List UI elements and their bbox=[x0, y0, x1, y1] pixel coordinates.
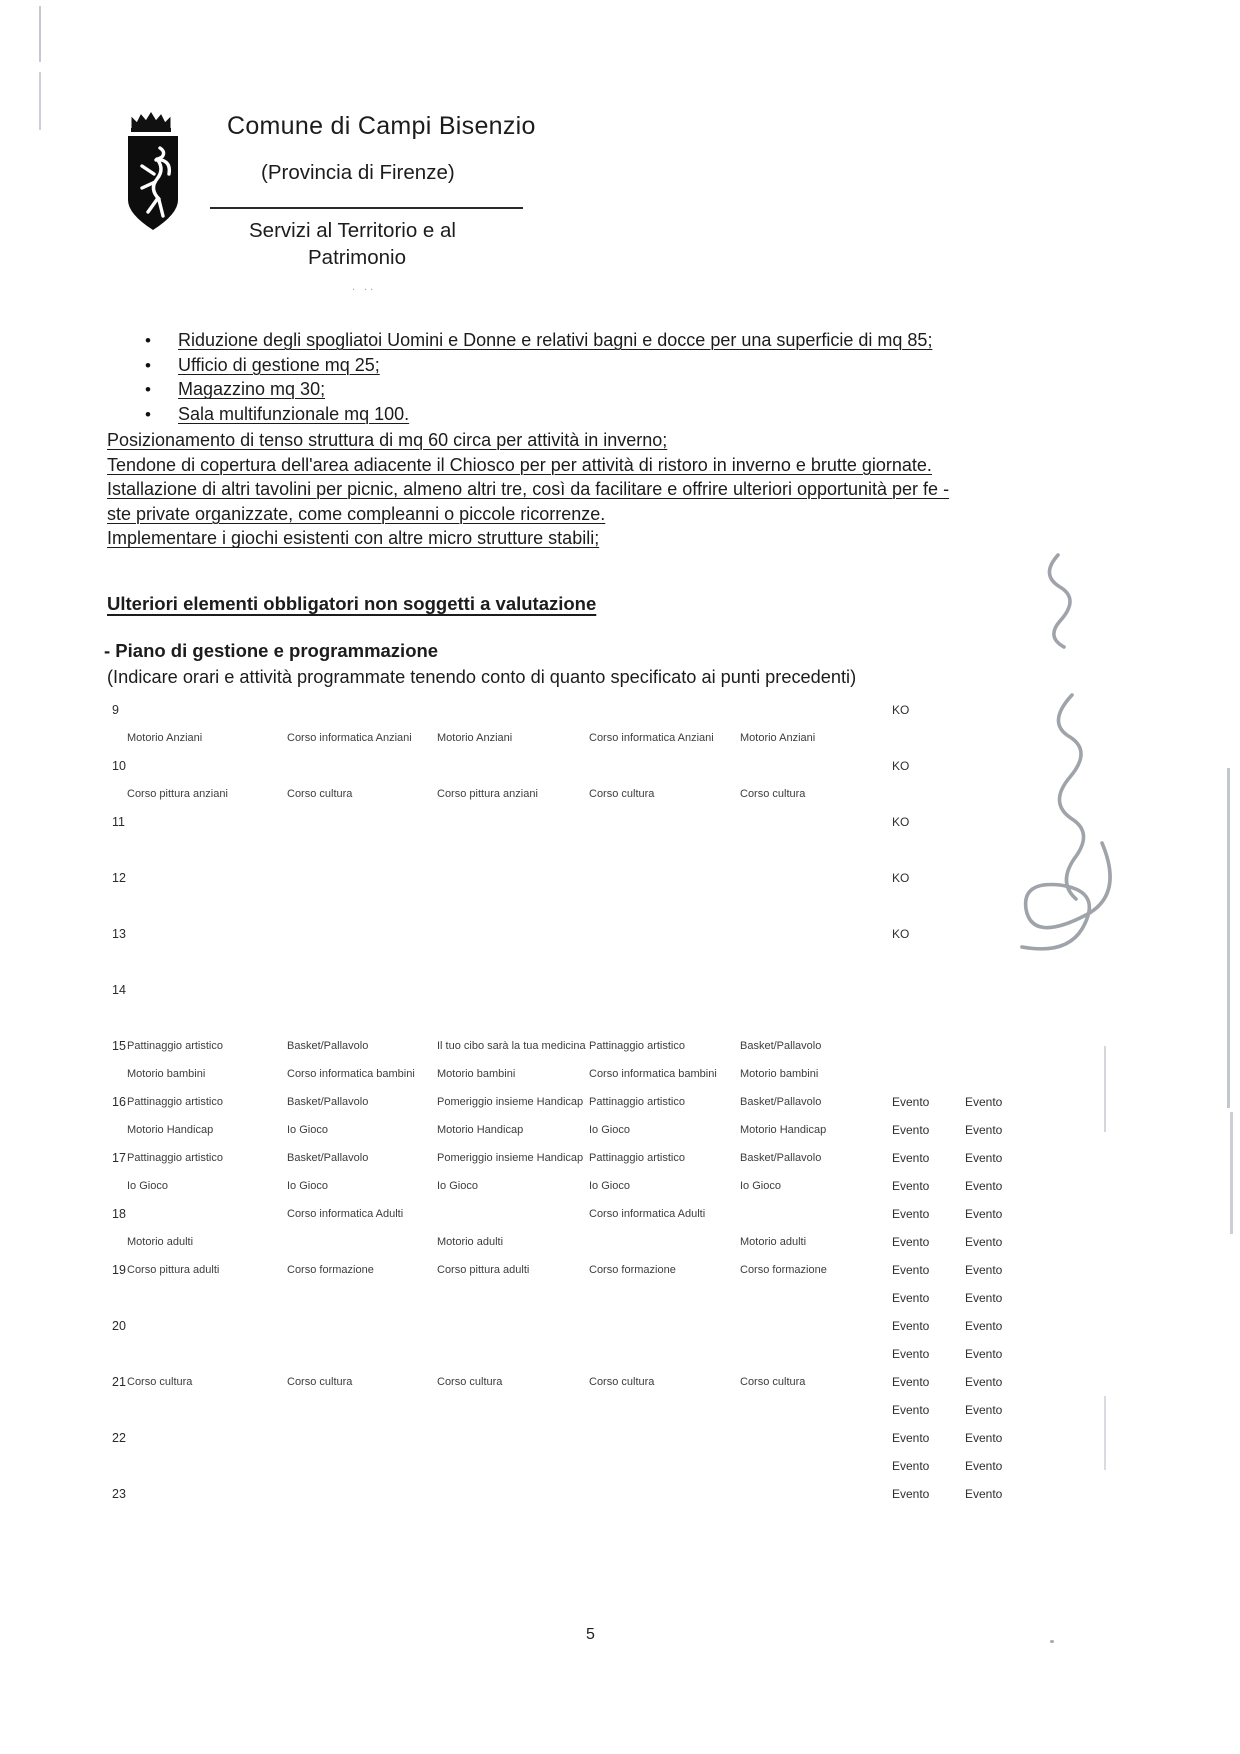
schedule-row bbox=[106, 780, 1066, 808]
activity-cell-5: Corso formazione bbox=[740, 1264, 827, 1276]
handwritten-signature bbox=[988, 545, 1138, 965]
hour-cell: 17 bbox=[112, 1151, 126, 1165]
activity-cell-2: Corso formazione bbox=[287, 1264, 374, 1276]
scan-artifact bbox=[1227, 768, 1230, 1108]
extra-cell-1: KO bbox=[892, 759, 910, 773]
schedule-row bbox=[106, 1312, 1066, 1340]
schedule-row bbox=[106, 1088, 1066, 1116]
activity-cell-1: Corso cultura bbox=[127, 1376, 193, 1388]
schedule-row bbox=[106, 1284, 1066, 1312]
extra-cell-2: Evento bbox=[965, 1263, 1003, 1277]
activity-cell-1: Motorio Handicap bbox=[127, 1124, 214, 1136]
scan-artifact bbox=[1230, 1112, 1233, 1234]
schedule-row bbox=[106, 1396, 1066, 1424]
schedule-row bbox=[106, 1368, 1066, 1396]
hour-cell: 23 bbox=[112, 1487, 126, 1501]
schedule-row bbox=[106, 892, 1066, 920]
schedule-row bbox=[106, 1032, 1066, 1060]
activity-cell-3: Motorio adulti bbox=[437, 1236, 504, 1248]
extra-cell-1: Evento bbox=[892, 1291, 930, 1305]
activity-cell-1: Pattinaggio artistico bbox=[127, 1152, 223, 1164]
schedule-row bbox=[106, 1340, 1066, 1368]
schedule-row bbox=[106, 1172, 1066, 1200]
activity-cell-4: Corso informatica Anziani bbox=[589, 732, 714, 744]
bullet-text: Sala multifunzionale mq 100. bbox=[178, 403, 410, 424]
activity-cell-4: Io Gioco bbox=[589, 1124, 630, 1136]
extra-cell-2: Evento bbox=[965, 1403, 1003, 1417]
schedule-row bbox=[106, 976, 1066, 1004]
schedule-row bbox=[106, 1424, 1066, 1452]
activity-cell-3: Corso pittura adulti bbox=[437, 1264, 530, 1276]
schedule-row bbox=[106, 920, 1066, 948]
page-number: 5 bbox=[586, 1626, 595, 1643]
activity-cell-3: Corso pittura anziani bbox=[437, 788, 538, 800]
hour-cell: 16 bbox=[112, 1095, 126, 1109]
activity-cell-3: Motorio Handicap bbox=[437, 1124, 524, 1136]
extra-cell-1: Evento bbox=[892, 1179, 930, 1193]
schedule-row bbox=[106, 724, 1066, 752]
hour-cell: 9 bbox=[112, 703, 119, 717]
extra-cell-2: Evento bbox=[965, 1235, 1003, 1249]
activity-cell-4: Io Gioco bbox=[589, 1180, 630, 1192]
activity-cell-3: Motorio Anziani bbox=[437, 732, 513, 744]
schedule-row bbox=[106, 1200, 1066, 1228]
scan-artifact bbox=[1104, 1396, 1106, 1470]
bullet-text: Magazzino mq 30; bbox=[178, 379, 326, 400]
extra-cell-2: Evento bbox=[965, 1179, 1003, 1193]
bullet-text: Ufficio di gestione mq 25; bbox=[178, 354, 380, 375]
extra-cell-1: KO bbox=[892, 871, 910, 885]
activity-cell-2: Corso informatica Anziani bbox=[287, 732, 412, 744]
plan-title: - Piano di gestione e programmazione bbox=[104, 640, 439, 661]
schedule-row bbox=[106, 696, 1066, 724]
list-item bbox=[178, 330, 932, 355]
schedule-row bbox=[106, 948, 1066, 976]
schedule-row bbox=[106, 752, 1066, 780]
hour-cell: 13 bbox=[112, 927, 126, 941]
activity-cell-2: Io Gioco bbox=[287, 1180, 328, 1192]
extra-cell-2: Evento bbox=[965, 1319, 1003, 1333]
activity-cell-3: Corso cultura bbox=[437, 1376, 503, 1388]
extra-cell-1: Evento bbox=[892, 1487, 930, 1501]
extra-cell-2: Evento bbox=[965, 1151, 1003, 1165]
activity-cell-1: Io Gioco bbox=[127, 1180, 168, 1192]
activity-cell-2: Corso cultura bbox=[287, 1376, 353, 1388]
activity-cell-2: Corso informatica Adulti bbox=[287, 1208, 404, 1220]
extra-cell-1: KO bbox=[892, 815, 910, 829]
activity-cell-4: Corso cultura bbox=[589, 788, 655, 800]
activity-cell-5: Basket/Pallavolo bbox=[740, 1152, 822, 1164]
extra-cell-1: Evento bbox=[892, 1123, 930, 1137]
activity-cell-2: Basket/Pallavolo bbox=[287, 1040, 369, 1052]
activity-cell-4: Corso informatica bambini bbox=[589, 1068, 717, 1080]
hour-cell: 15 bbox=[112, 1039, 126, 1053]
activity-cell-1: Motorio adulti bbox=[127, 1236, 194, 1248]
activity-cell-4: Pattinaggio artistico bbox=[589, 1096, 685, 1108]
paragraph-line: Tendone di copertura dell'area adiacente il Chiosco per per attività di ristoro in inverno e brutte giornate. bbox=[107, 454, 932, 475]
schedule-row bbox=[106, 1116, 1066, 1144]
schedule-row bbox=[106, 808, 1066, 836]
activity-cell-3: Pomeriggio insieme Handicap bbox=[437, 1096, 584, 1108]
activity-cell-1: Corso pittura adulti bbox=[127, 1264, 220, 1276]
hour-cell: 19 bbox=[112, 1263, 126, 1277]
hour-cell: 21 bbox=[112, 1375, 126, 1389]
hour-cell: 11 bbox=[112, 815, 125, 829]
section-heading: Ulteriori elementi obbligatori non soggetti a valutazione bbox=[107, 593, 597, 614]
extra-cell-1: Evento bbox=[892, 1263, 930, 1277]
activity-cell-5: Motorio Handicap bbox=[740, 1124, 827, 1136]
hour-cell: 18 bbox=[112, 1207, 126, 1221]
extra-cell-1: KO bbox=[892, 703, 910, 717]
extra-cell-2: Evento bbox=[965, 1095, 1003, 1109]
extra-cell-2: Evento bbox=[965, 1123, 1003, 1137]
activity-cell-4: Pattinaggio artistico bbox=[589, 1152, 685, 1164]
activity-cell-5: Motorio Anziani bbox=[740, 732, 816, 744]
schedule-table bbox=[106, 696, 1066, 1508]
schedule-row bbox=[106, 1452, 1066, 1480]
requirements-bullet-list bbox=[178, 330, 932, 428]
activity-cell-1: Motorio Anziani bbox=[127, 732, 203, 744]
extra-cell-1: Evento bbox=[892, 1347, 930, 1361]
activity-cell-3: Pomeriggio insieme Handicap bbox=[437, 1152, 584, 1164]
activity-cell-2: Basket/Pallavolo bbox=[287, 1152, 369, 1164]
extra-cell-1: Evento bbox=[892, 1459, 930, 1473]
schedule-row bbox=[106, 1480, 1066, 1508]
activity-cell-5: Basket/Pallavolo bbox=[740, 1096, 822, 1108]
scan-artifact bbox=[1104, 1046, 1106, 1132]
hour-cell: 10 bbox=[112, 759, 126, 773]
paragraph-line: Posizionamento di tenso struttura di mq 60 circa per attività in inverno; bbox=[107, 430, 668, 450]
extra-cell-1: Evento bbox=[892, 1095, 930, 1109]
paragraph-line: Implementare i giochi esistenti con altre micro strutture stabili; bbox=[107, 528, 600, 549]
extra-cell-1: Evento bbox=[892, 1403, 930, 1417]
activity-cell-3: Il tuo cibo sarà la tua medicina bbox=[437, 1040, 586, 1052]
activity-cell-3: Io Gioco bbox=[437, 1180, 478, 1192]
activity-cell-3: Motorio bambini bbox=[437, 1068, 516, 1080]
paragraph-line: ste private organizzate, come compleanni o piccole ricorrenze. bbox=[107, 503, 606, 524]
plan-note: (Indicare orari e attività programmate tenendo conto di quanto specificato ai punti precedenti) bbox=[107, 667, 857, 687]
activity-cell-2: Corso cultura bbox=[287, 788, 353, 800]
activity-cell-2: Corso informatica bambini bbox=[287, 1068, 415, 1080]
list-item bbox=[178, 355, 932, 380]
extra-cell-2: Evento bbox=[965, 1375, 1003, 1389]
list-item bbox=[178, 379, 932, 404]
activity-cell-4: Corso cultura bbox=[589, 1376, 655, 1388]
activity-cell-1: Pattinaggio artistico bbox=[127, 1040, 223, 1052]
scan-artifact bbox=[39, 6, 41, 62]
scan-artifact bbox=[1050, 1640, 1054, 1643]
extra-cell-1: Evento bbox=[892, 1375, 930, 1389]
header-divider bbox=[210, 207, 523, 209]
hour-cell: 14 bbox=[112, 983, 126, 997]
activity-cell-5: Corso cultura bbox=[740, 1376, 806, 1388]
extra-cell-1: Evento bbox=[892, 1151, 930, 1165]
scan-artifact bbox=[39, 72, 41, 130]
schedule-row bbox=[106, 1256, 1066, 1284]
document-title: Comune di Campi Bisenzio bbox=[227, 112, 536, 140]
scan-speckle: . .. bbox=[352, 281, 377, 293]
extra-cell-1: Evento bbox=[892, 1319, 930, 1333]
extra-cell-1: Evento bbox=[892, 1207, 930, 1221]
activity-cell-2: Io Gioco bbox=[287, 1124, 328, 1136]
schedule-row bbox=[106, 1004, 1066, 1032]
extra-cell-2: Evento bbox=[965, 1487, 1003, 1501]
department-line-2: Patrimonio bbox=[308, 246, 406, 269]
schedule-row bbox=[106, 836, 1066, 864]
activity-cell-1: Corso pittura anziani bbox=[127, 788, 228, 800]
bullet-text: Riduzione degli spogliatoi Uomini e Donne e relativi bagni e docce per una superficie di mq 85; bbox=[178, 330, 933, 350]
list-item bbox=[178, 404, 932, 429]
activity-cell-4: Pattinaggio artistico bbox=[589, 1040, 685, 1052]
activity-cell-4: Corso informatica Adulti bbox=[589, 1208, 706, 1220]
extra-cell-1: Evento bbox=[892, 1431, 930, 1445]
hour-cell: 20 bbox=[112, 1319, 126, 1333]
schedule-row bbox=[106, 1060, 1066, 1088]
municipal-coat-of-arms-icon bbox=[124, 108, 182, 241]
activity-cell-1: Motorio bambini bbox=[127, 1068, 206, 1080]
schedule-row bbox=[106, 1228, 1066, 1256]
activity-cell-5: Motorio bambini bbox=[740, 1068, 819, 1080]
activity-cell-5: Motorio adulti bbox=[740, 1236, 807, 1248]
activity-cell-5: Io Gioco bbox=[740, 1180, 781, 1192]
extra-cell-2: Evento bbox=[965, 1459, 1003, 1473]
body-paragraph bbox=[107, 430, 949, 553]
activity-cell-4: Corso formazione bbox=[589, 1264, 676, 1276]
schedule-row bbox=[106, 864, 1066, 892]
paragraph-line: Istallazione di altri tavolini per picnic, almeno altri tre, così da facilitare e offrire ulteriori opportunità per fe - bbox=[107, 479, 950, 500]
extra-cell-2: Evento bbox=[965, 1207, 1003, 1221]
extra-cell-1: Evento bbox=[892, 1235, 930, 1249]
hour-cell: 22 bbox=[112, 1431, 126, 1445]
document-subtitle: (Provincia di Firenze) bbox=[261, 161, 455, 184]
activity-cell-5: Corso cultura bbox=[740, 788, 806, 800]
extra-cell-1: KO bbox=[892, 927, 910, 941]
schedule-row bbox=[106, 1144, 1066, 1172]
activity-cell-2: Basket/Pallavolo bbox=[287, 1096, 369, 1108]
activity-cell-5: Basket/Pallavolo bbox=[740, 1040, 822, 1052]
extra-cell-2: Evento bbox=[965, 1347, 1003, 1361]
activity-cell-1: Pattinaggio artistico bbox=[127, 1096, 223, 1108]
department-line-1: Servizi al Territorio e al bbox=[249, 219, 456, 242]
hour-cell: 12 bbox=[112, 871, 126, 885]
extra-cell-2: Evento bbox=[965, 1291, 1003, 1305]
extra-cell-2: Evento bbox=[965, 1431, 1003, 1445]
